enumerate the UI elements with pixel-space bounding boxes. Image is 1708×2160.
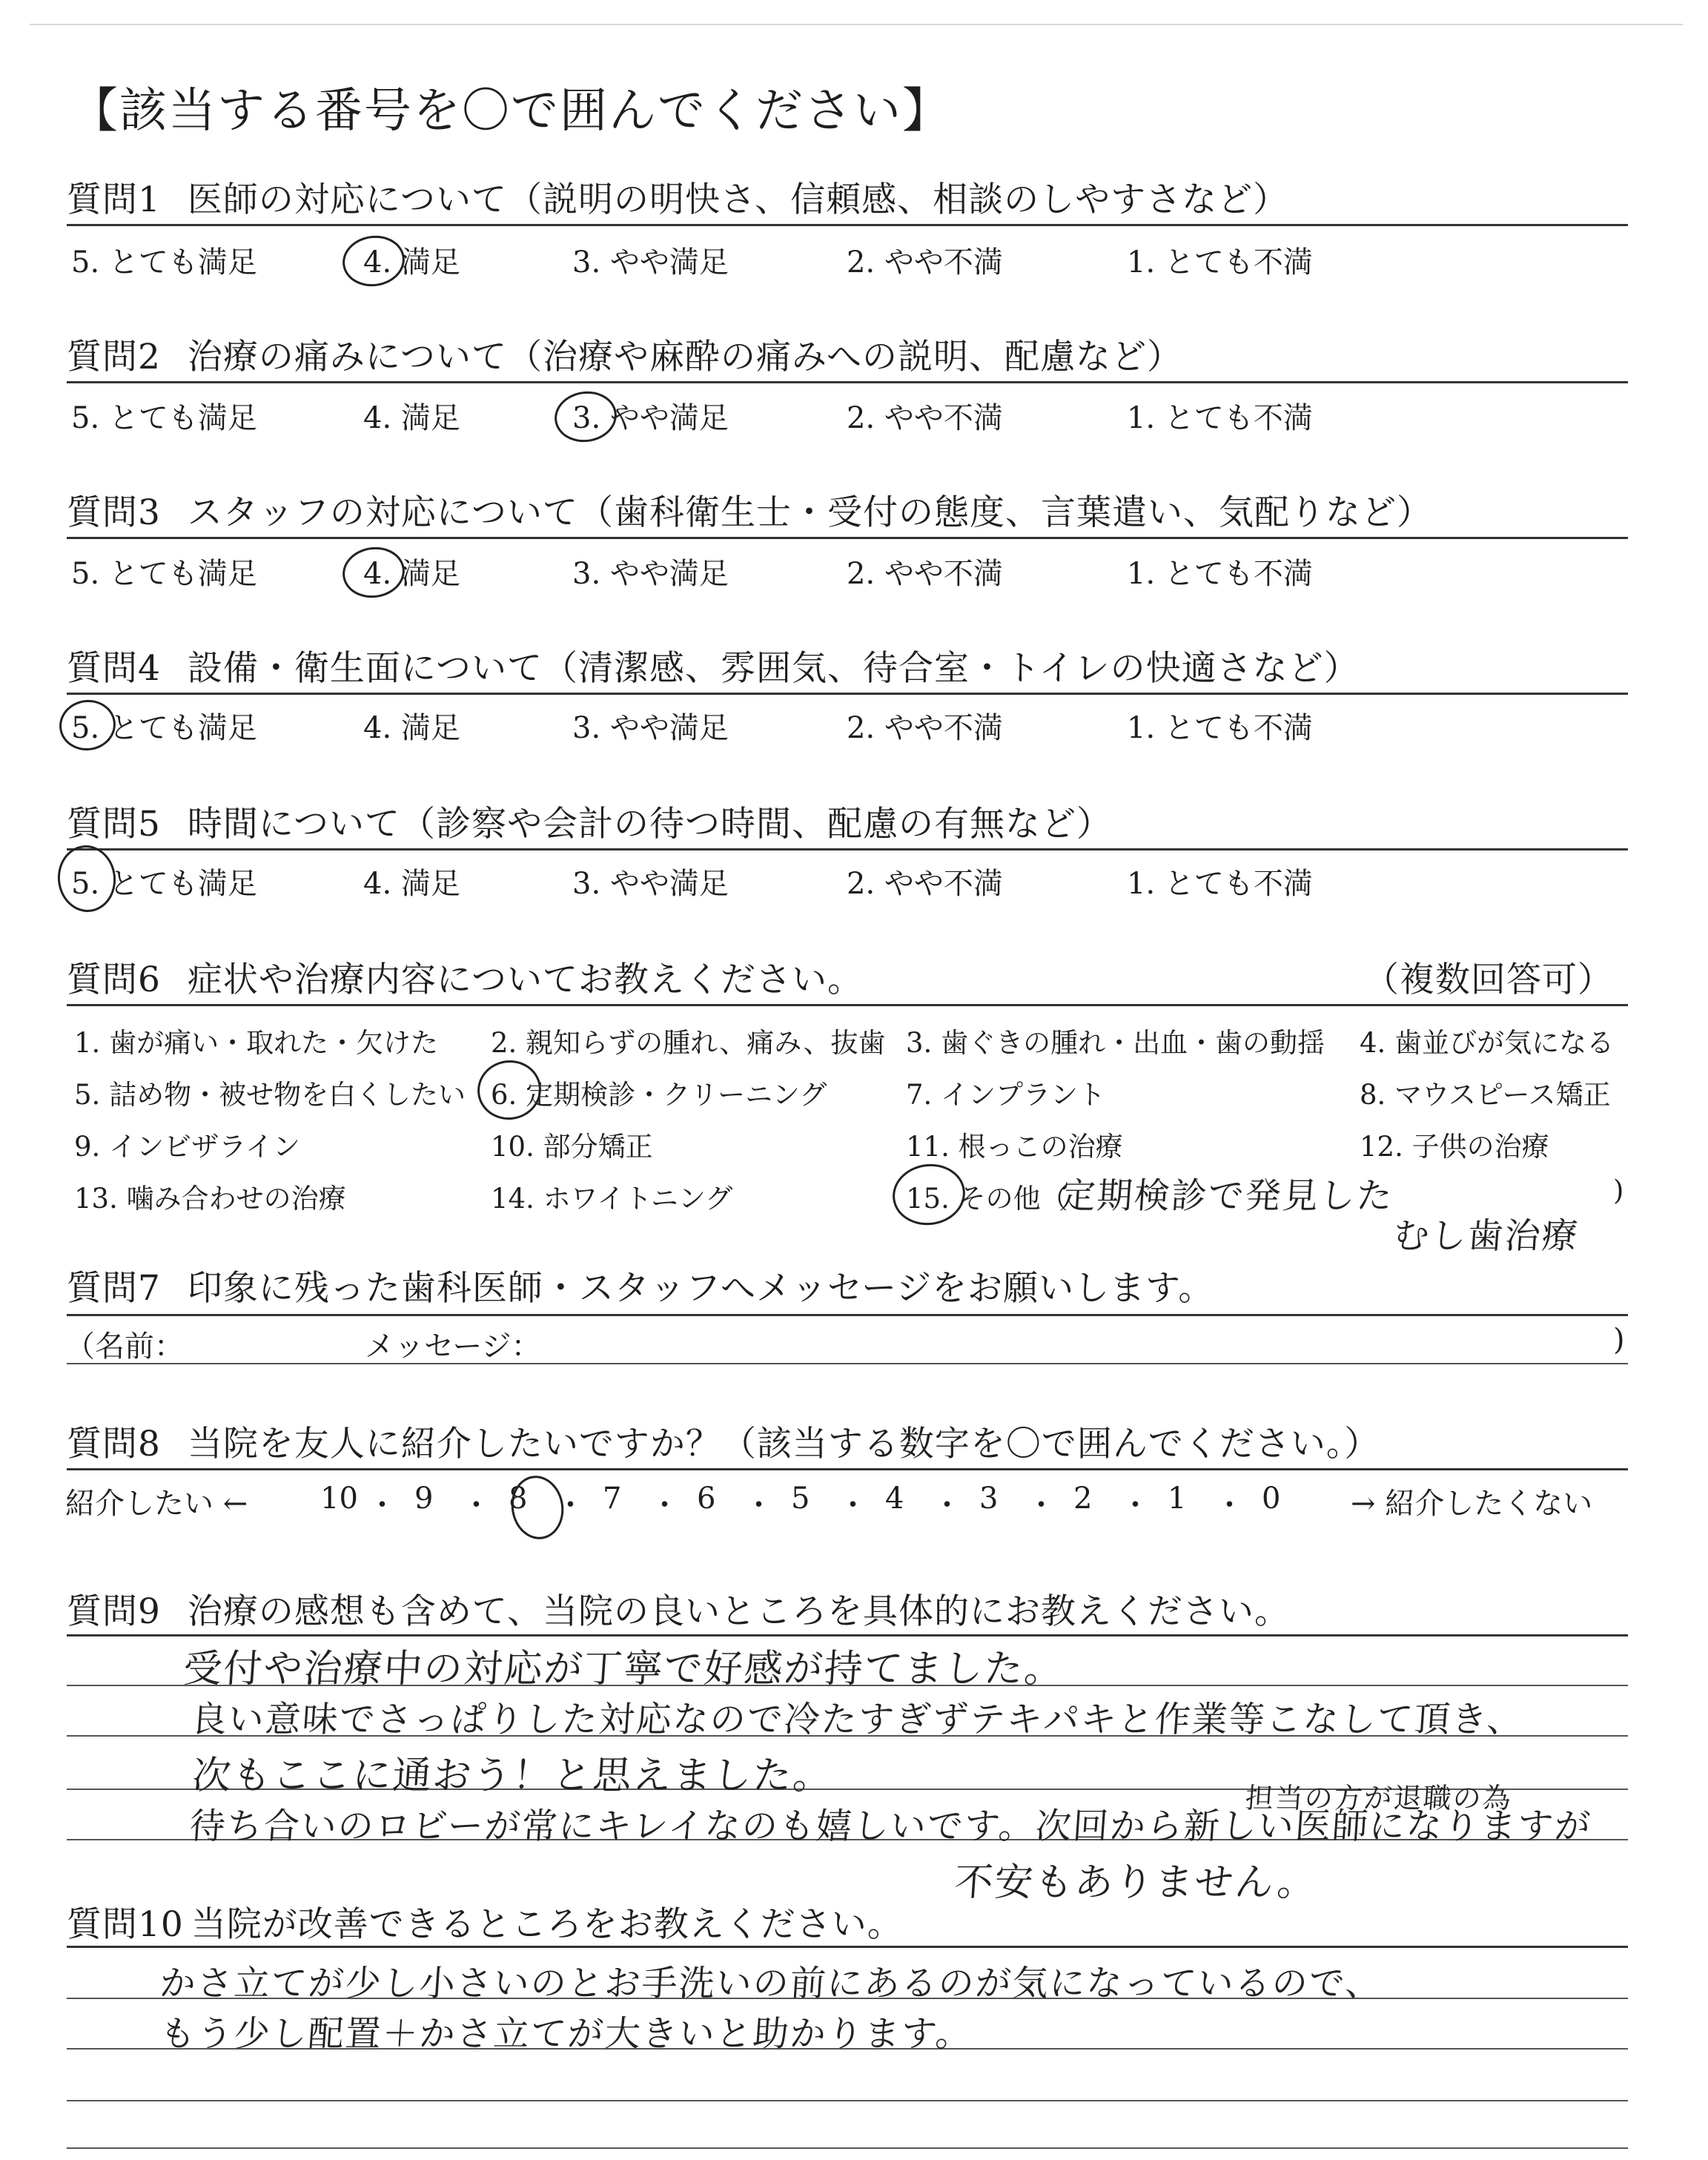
question-3-text: スタッフの対応について（歯科衛生士・受付の態度、言葉遣い、気配りなど） [187, 492, 1432, 533]
q9-answer-line-5: 不安もありません。 [953, 1860, 1319, 1905]
q6-other-close-paren: ) [1613, 1175, 1624, 1206]
q6-item-1[interactable]: 1. 歯が痛い・取れた・欠けた [74, 1027, 439, 1059]
q9-answer-line-1: 受付や治療中の対応が丁寧で好感が持てました。 [182, 1647, 1066, 1691]
rule [67, 693, 1628, 695]
q6-item-9[interactable]: 9. インビザライン [74, 1131, 300, 1163]
q6-item-15-selection-circle [889, 1160, 969, 1230]
rule [67, 1634, 1628, 1636]
question-5-label: 質問5 [67, 804, 161, 845]
q4-option-4[interactable]: 4. 満足 [363, 711, 460, 745]
question-1 [67, 172, 1288, 222]
q8-scale-dot: ・ [461, 1488, 491, 1522]
q8-left-label: 紹介したい ← [65, 1487, 248, 1521]
q2-option-3[interactable]: 3. やや満足 [572, 401, 729, 435]
q8-scale-value-1[interactable]: 1 [1168, 1482, 1187, 1516]
q6-item-8[interactable]: 8. マウスピース矯正 [1360, 1079, 1611, 1111]
q5-option-3[interactable]: 3. やや満足 [572, 867, 729, 901]
q8-scale-value-9[interactable]: 9 [414, 1482, 434, 1516]
q3-option-4[interactable]: 4. 満足 [363, 557, 460, 591]
q7-name-label: （名前： [65, 1330, 184, 1364]
question-6-text: 症状や治療内容についてお教えください。 [187, 960, 863, 1000]
q3-option-2[interactable]: 2. やや不満 [847, 557, 1003, 591]
q7-message-underline[interactable] [67, 1363, 1628, 1364]
rule [67, 1004, 1628, 1006]
question-4-label: 質問4 [67, 648, 161, 689]
q6-item-4[interactable]: 4. 歯並びが気になる [1360, 1027, 1615, 1059]
q8-scale-value-7[interactable]: 7 [603, 1482, 622, 1516]
question-4-text: 設備・衛生面について（清潔感、雰囲気、待合室・トイレの快適さなど） [187, 648, 1360, 689]
q2-option-1[interactable]: 1. とても不満 [1127, 401, 1313, 435]
question-1-label: 質問1 [67, 179, 161, 220]
q5-option-4[interactable]: 4. 満足 [363, 867, 460, 901]
q7-message-label: メッセージ： [365, 1330, 541, 1364]
q8-scale-dot: ・ [555, 1488, 586, 1522]
question-10-text: 当院が改善できるところをお教えください。 [191, 1904, 903, 1945]
q4-option-5[interactable]: 5. とても満足 [71, 711, 257, 745]
q8-scale-value-5[interactable]: 5 [791, 1482, 810, 1516]
question-5 [67, 796, 1112, 846]
q4-option-3[interactable]: 3. やや満足 [572, 711, 729, 745]
q1-option-1[interactable]: 1. とても不満 [1127, 245, 1313, 280]
q5-option-1[interactable]: 1. とても不満 [1127, 867, 1313, 901]
q2-option-4[interactable]: 4. 満足 [363, 401, 460, 435]
question-5-text: 時間について（診察や会計の待つ時間、配慮の有無など） [187, 804, 1112, 845]
q8-scale-value-6[interactable]: 6 [697, 1482, 716, 1516]
q8-scale-value-8[interactable]: 8 [509, 1482, 528, 1516]
q6-item-6[interactable]: 6. 定期検診・クリーニング [491, 1079, 827, 1111]
answer-line [67, 2147, 1628, 2149]
question-3 [67, 485, 1432, 535]
q6-item-12[interactable]: 12. 子供の治療 [1360, 1131, 1549, 1163]
q1-option-5[interactable]: 5. とても満足 [71, 245, 257, 280]
q8-scale-dot: ・ [744, 1488, 774, 1522]
q6-item-15[interactable]: 15. その他（ [906, 1183, 1068, 1215]
question-9-text: 治療の感想も含めて、当院の良いところを具体的にお教えください。 [187, 1591, 1290, 1632]
rule [67, 381, 1628, 383]
rule [67, 1946, 1628, 1948]
q6-other-handwritten-2: むし歯治療 [1391, 1215, 1580, 1257]
question-6-label: 質問6 [67, 960, 161, 1000]
rule [67, 1468, 1628, 1470]
question-7-label: 質問7 [67, 1268, 161, 1309]
q6-other-handwritten: 定期検診で発見した [1058, 1175, 1395, 1217]
q4-option-2[interactable]: 2. やや不満 [847, 711, 1003, 745]
question-6 [67, 952, 863, 1002]
q8-scale-value-3[interactable]: 3 [979, 1482, 999, 1516]
question-10-label: 質問10 [67, 1904, 184, 1945]
answer-line [67, 2100, 1628, 2101]
q6-item-14[interactable]: 14. ホワイトニング [491, 1183, 733, 1215]
q8-scale-value-2[interactable]: 2 [1073, 1482, 1093, 1516]
q9-answer-line-2: 良い意味でさっぱりした対応なので冷たすぎずテキパキと作業等こなして頂き、 [189, 1699, 1526, 1740]
q6-item-6-selection-circle [474, 1056, 545, 1123]
q5-selection-circle [55, 842, 119, 915]
q6-item-5[interactable]: 5. 詰め物・被せ物を白くしたい [74, 1079, 466, 1111]
question-9-label: 質問9 [67, 1591, 161, 1632]
q2-option-2[interactable]: 2. やや不満 [847, 401, 1003, 435]
q7-close-paren: ) [1613, 1323, 1625, 1357]
question-2-label: 質問2 [67, 337, 161, 377]
rule [67, 537, 1628, 539]
q8-scale-dot: ・ [1120, 1488, 1151, 1522]
question-9 [67, 1584, 1290, 1634]
q8-scale-dot: ・ [1214, 1488, 1245, 1522]
q8-scale-value-0[interactable]: 0 [1262, 1482, 1281, 1516]
question-2-text: 治療の痛みについて（治療や麻酔の痛みへの説明、配慮など） [187, 337, 1183, 377]
q5-option-2[interactable]: 2. やや不満 [847, 867, 1003, 901]
q6-item-2[interactable]: 2. 親知らずの腫れ、痛み、抜歯 [491, 1027, 886, 1059]
q6-item-3[interactable]: 3. 歯ぐきの腫れ・出血・歯の動揺 [906, 1027, 1325, 1059]
question-8-text: 当院を友人に紹介したいですか？（該当する数字を〇で囲んでください。） [187, 1424, 1380, 1464]
rule [67, 224, 1628, 226]
q10-answer-line-1: かさ立てが少し小さいのとお手洗いの前にあるのが気になっているので、 [158, 1963, 1384, 2004]
q6-item-13[interactable]: 13. 噛み合わせの治療 [74, 1183, 346, 1215]
q9-answer-line-3: 次もここに通おう！と思えました。 [191, 1754, 835, 1798]
q8-right-label: → 紹介したくない [1351, 1487, 1593, 1521]
question-2 [67, 329, 1182, 379]
q9-answer-line-4: 待ち合いのロビーが常にキレイなのも嬉しいです。次回から新しい医師になりますが [188, 1806, 1594, 1847]
q1-option-4[interactable]: 4. 満足 [363, 245, 460, 280]
question-1-text: 医師の対応について（説明の明快さ、信頼感、相談のしやすさなど） [187, 179, 1289, 220]
q3-option-3[interactable]: 3. やや満足 [572, 557, 729, 591]
top-border [30, 24, 1683, 25]
q8-scale-dot: ・ [838, 1488, 868, 1522]
q3-option-5[interactable]: 5. とても満足 [71, 557, 257, 591]
q8-scale-dot: ・ [1026, 1488, 1056, 1522]
q8-scale-value-10[interactable]: 10 [320, 1482, 358, 1516]
q8-scale-value-4[interactable]: 4 [885, 1482, 904, 1516]
q6-item-11[interactable]: 11. 根っこの治療 [906, 1131, 1123, 1163]
question-8-label: 質問8 [67, 1424, 161, 1464]
q2-option-5[interactable]: 5. とても満足 [71, 401, 257, 435]
question-7 [67, 1261, 1214, 1310]
q6-item-7[interactable]: 7. インプラント [906, 1079, 1106, 1111]
rule [67, 848, 1628, 851]
q9-insertion-note: 担当の方が退職の為 [1244, 1782, 1514, 1814]
q8-scale-dot: ・ [649, 1488, 680, 1522]
rule [67, 1314, 1628, 1316]
page-title: 【該当する番号を〇で囲んでください】 [70, 84, 951, 139]
q6-item-10[interactable]: 10. 部分矯正 [491, 1131, 653, 1163]
question-3-label: 質問3 [67, 492, 161, 533]
question-7-text: 印象に残った歯科医師・スタッフへメッセージをお願いします。 [187, 1268, 1214, 1309]
question-10 [67, 1897, 903, 1946]
q1-option-2[interactable]: 2. やや不満 [847, 245, 1003, 280]
question-4 [67, 641, 1360, 690]
q3-option-1[interactable]: 1. とても不満 [1127, 557, 1313, 591]
q8-scale-dot: ・ [367, 1488, 397, 1522]
q8-scale-dot: ・ [932, 1488, 962, 1522]
question-8 [67, 1416, 1380, 1466]
q10-answer-line-2: もう少し配置＋かさ立てが大きいと助かります。 [158, 2013, 974, 2055]
question-6-note: （複数回答可） [1364, 960, 1613, 1000]
q4-option-1[interactable]: 1. とても不満 [1127, 711, 1313, 745]
q5-option-5[interactable]: 5. とても満足 [71, 867, 257, 901]
q1-option-3[interactable]: 3. やや満足 [572, 245, 729, 280]
